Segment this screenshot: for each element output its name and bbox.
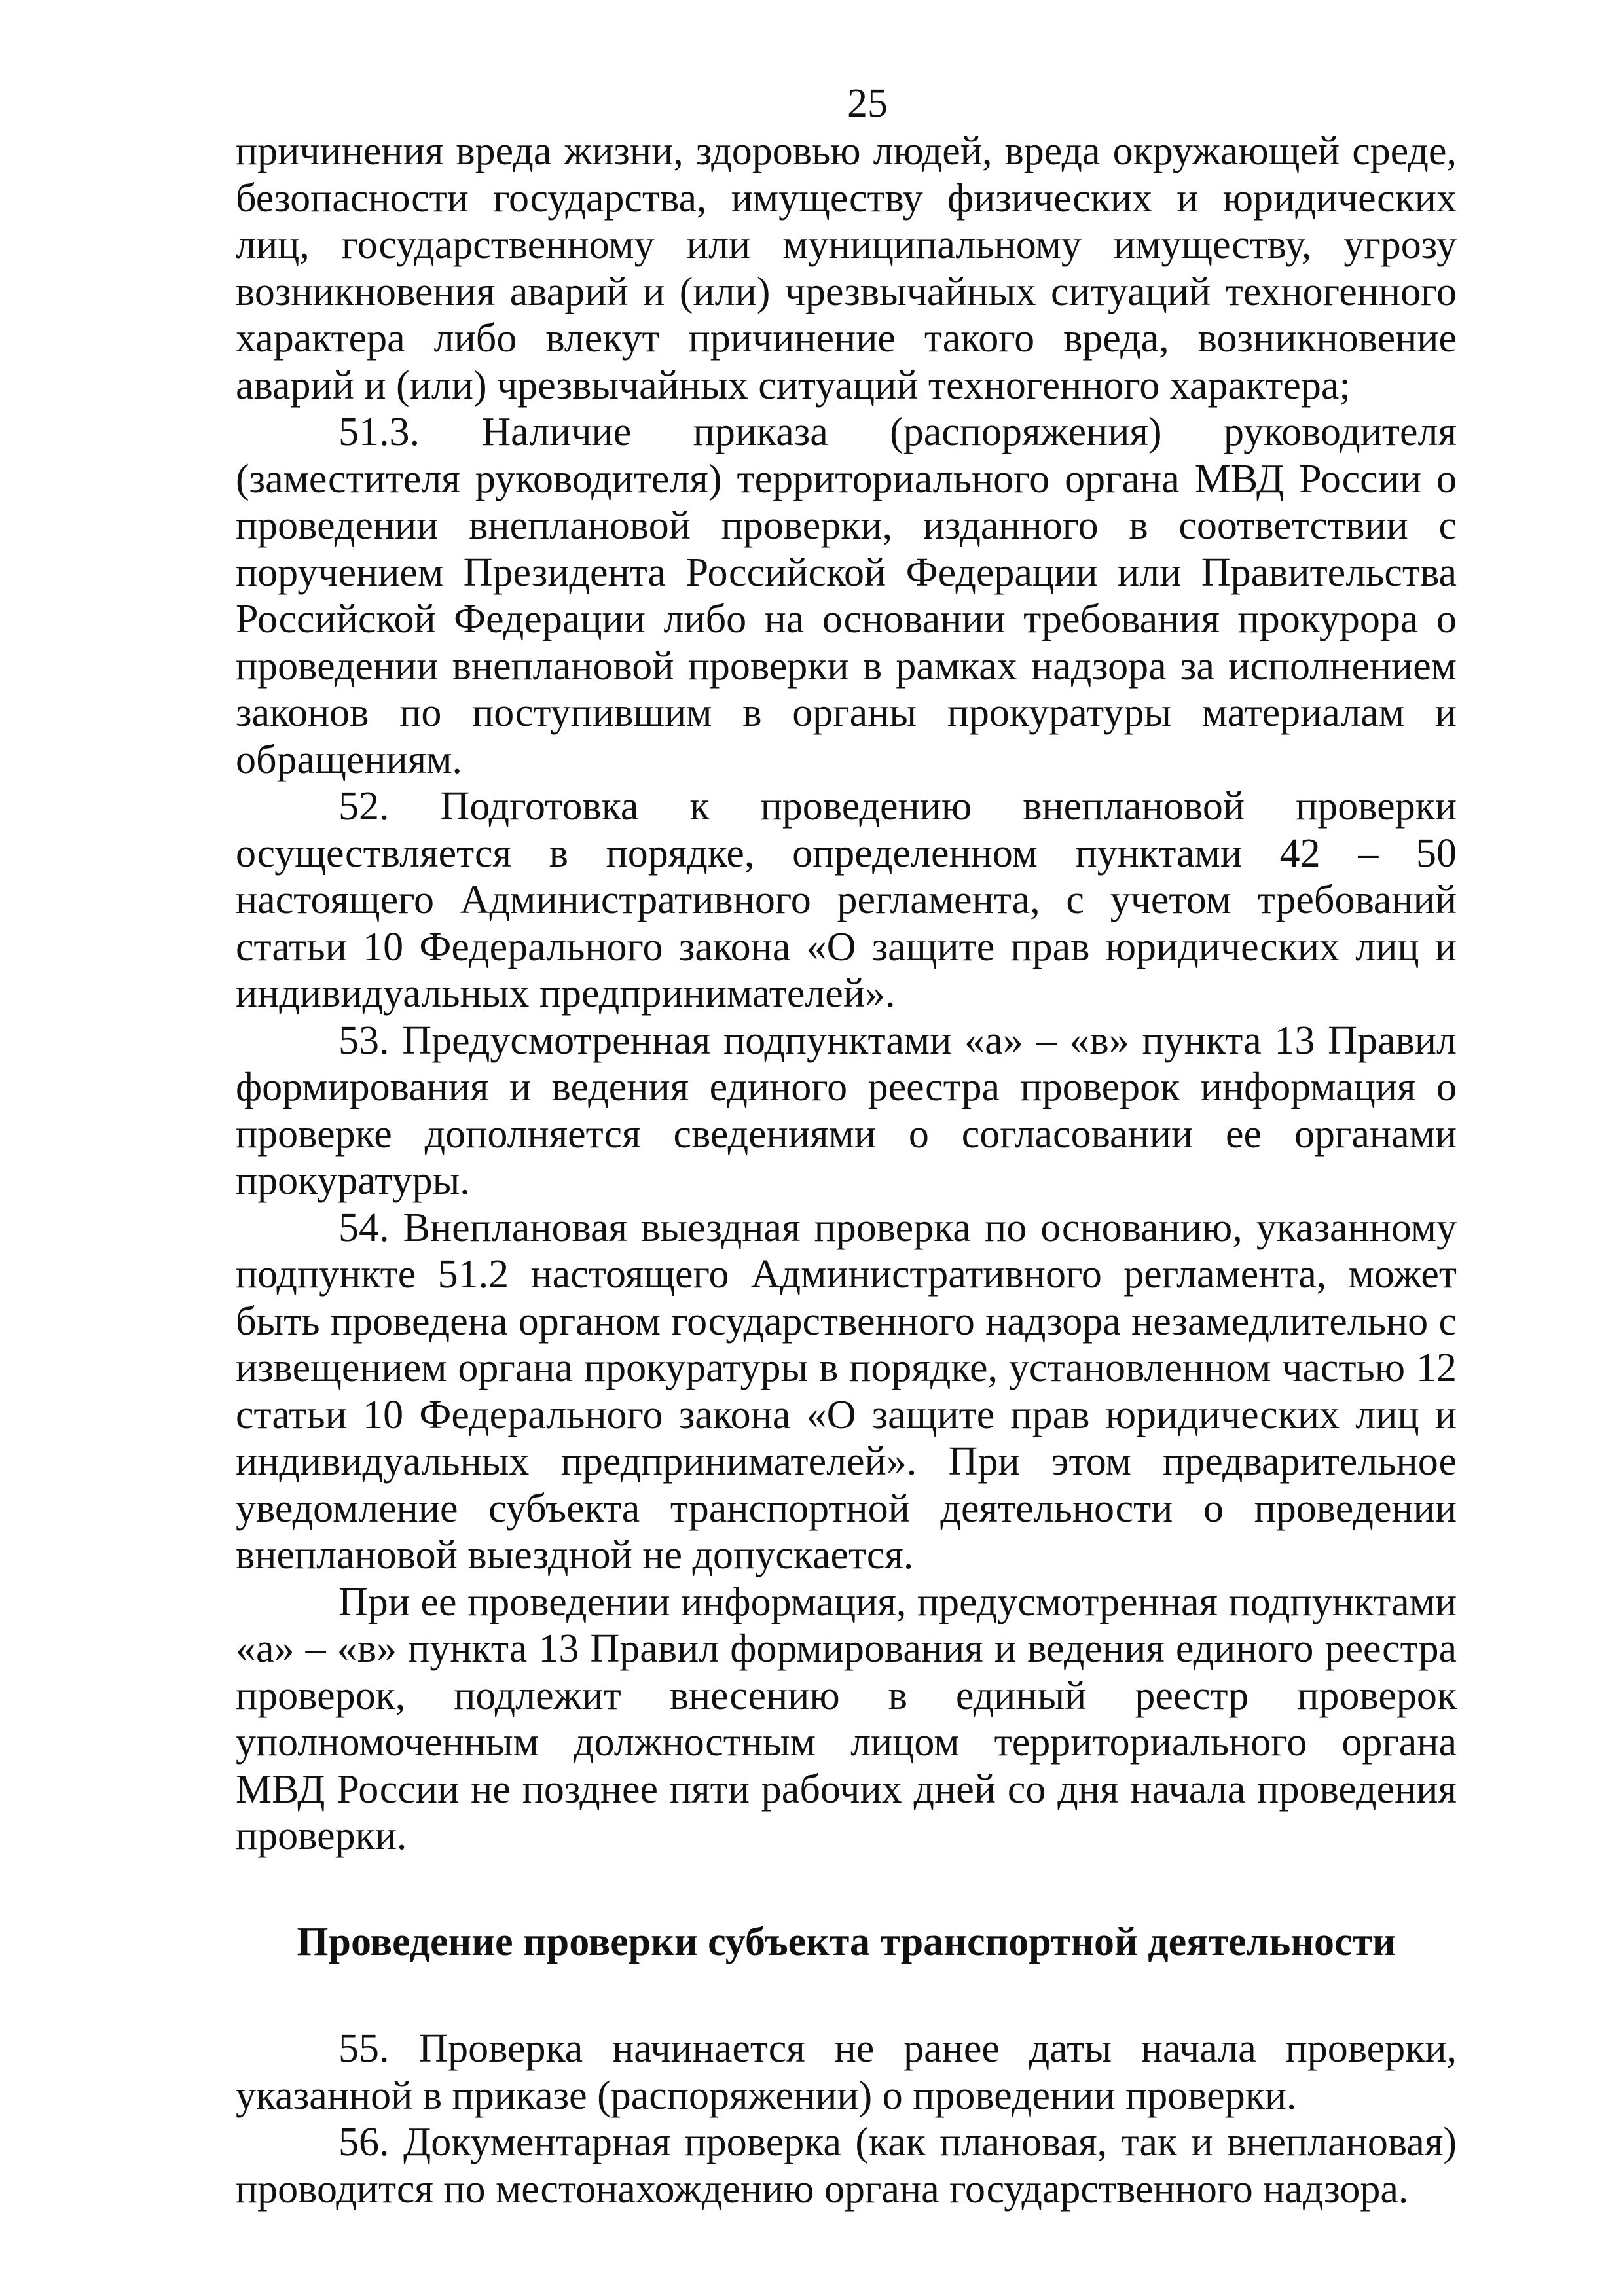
document-body <box>236 128 1457 2213</box>
paragraph-53: 53. Предусмотренная подпунктами «а» – «в» пункта 13 Правил формирования и ведения единого реестра проверок информация о проверке дополняется сведениями о согласовании ее органами прокуратуры. <box>236 1018 1457 1203</box>
paragraph-54: 54. Внеплановая выездная проверка по основанию, указанному подпункте 51.2 настоящего Административного регламента, может быть проведена органом государственного надзора незамедлительно с извещением органа прокуратуры в порядке, установленном частью 12 статьи 10 Федерального закона «О защите прав юридических лиц и индивидуальных предпринимателей». При этом предварительное уведомление субъекта транспортной деятельности о проведении внеплановой выездной не допускается. <box>236 1205 1457 1577</box>
paragraph-56: 56. Документарная проверка (как плановая, так и внеплановая) проводится по местонахождению органа государственного надзора. <box>236 2120 1457 2212</box>
paragraph-52: 52. Подготовка к проведению внеплановой проверки осуществляется в порядке, определенном пунктами 42 – 50 настоящего Административного регламента, с учетом требований статьи 10 Федерального закона «О защите прав юридических лиц и индивидуальных предпринимателей». <box>236 784 1457 1016</box>
paragraph-54-continuation: При ее проведении информация, предусмотренная подпунктами «а» – «в» пункта 13 Правил формирования и ведения единого реестра проверок, подлежит внесению в единый реестр проверок уполномоченным должностным лицом территориального органа МВД России не позднее пяти рабочих дней со дня начала проведения проверки. <box>236 1579 1457 1858</box>
section-heading: Проведение проверки субъекта транспортной деятельности <box>297 1919 1396 1964</box>
paragraph-51-3: 51.3. Наличие приказа (распоряжения) руководителя (заместителя руководителя) территориального органа МВД России о проведении внеплановой проверки, изданного в соответствии с поручением Президента Российской Федерации или Правительства Российской Федерации либо на основании требования прокурора о проведении внеплановой проверки в рамках надзора за исполнением законов по поступившим в органы прокуратуры материалам и обращениям. <box>236 410 1457 782</box>
paragraph-55: 55. Проверка начинается не ранее даты начала проверки, указанной в приказе (распоряжении) о проведении проверки. <box>236 2026 1457 2118</box>
page-number: 25 <box>847 81 888 126</box>
paragraph-continuation: причинения вреда жизни, здоровью людей, вреда окружающей среде, безопасности государства, имуществу физических и юридических лиц, государственному или муниципальному имуществу, угрозу возникновения аварий и (или) чрезвычайных ситуаций техногенного характера либо влекут причинение такого вреда, возникновение аварий и (или) чрезвычайных ситуаций техногенного характера; <box>236 129 1457 408</box>
